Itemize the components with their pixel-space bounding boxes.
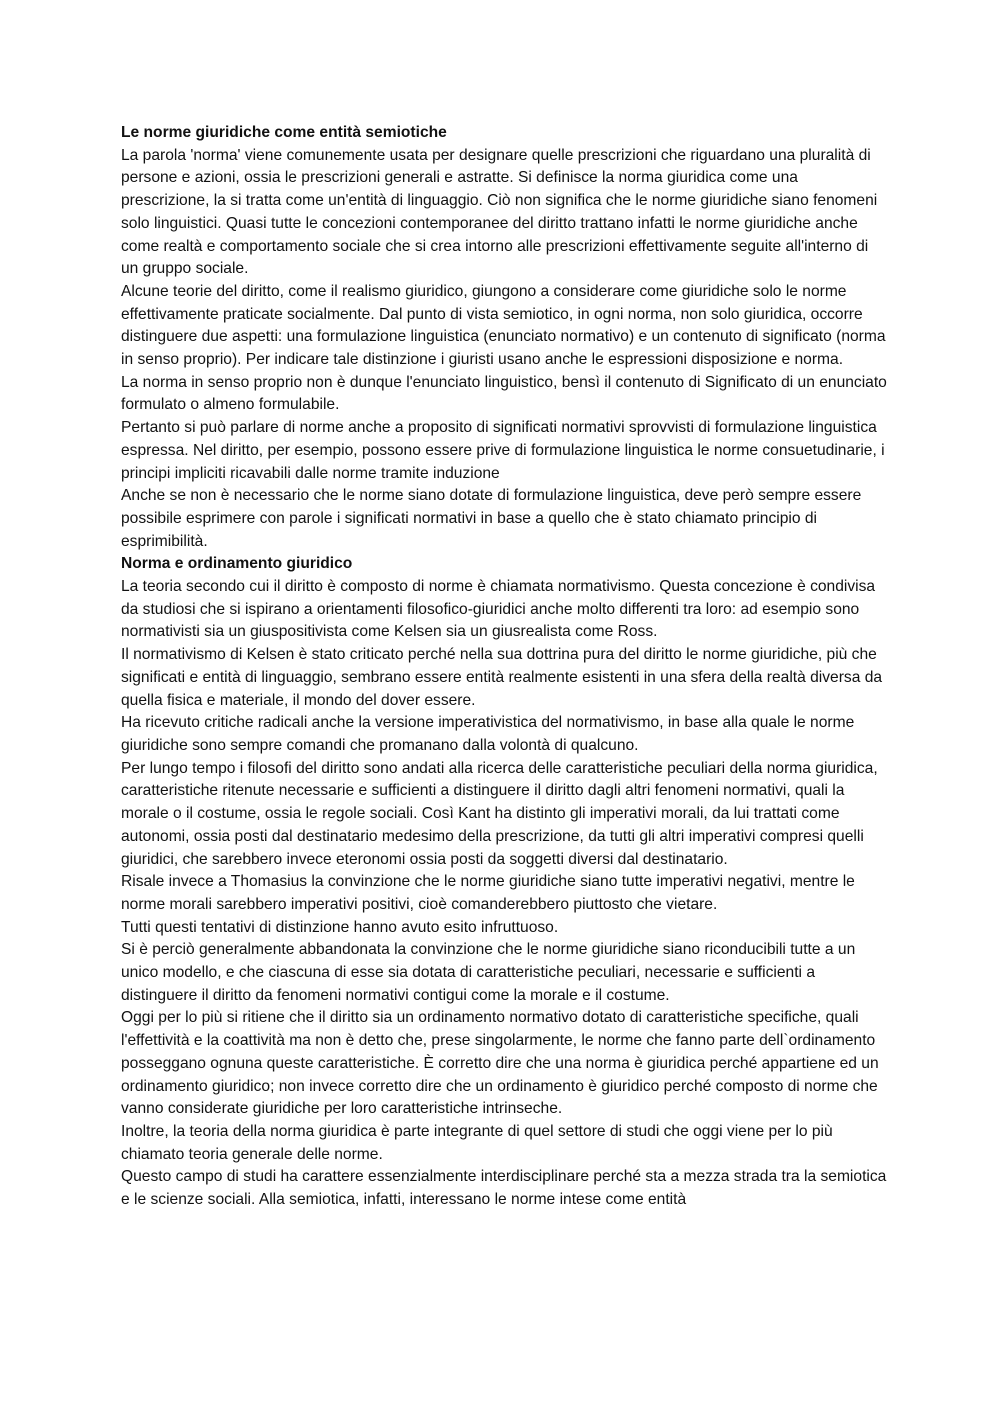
paragraph: Il normativismo di Kelsen è stato criticato perché nella sua dottrina pura del diritto le norme giuridiche, più che significati e entità di linguaggio, sembrano essere entità realmente esistenti in una sfera della realtà diversa da quella fisica e materiale, il mondo del dover essere. <box>121 646 883 709</box>
section-heading: Norma e ordinamento giuridico <box>121 555 353 573</box>
paragraph: Ha ricevuto critiche radicali anche la versione imperativistica del normativismo, in base alla quale le norme giuridiche sono sempre comandi che promanano dalla volontà di qualcuno. <box>121 714 855 754</box>
paragraph: Oggi per lo più si ritiene che il diritto sia un ordinamento normativo dotato di caratteristiche specifiche, quali l'effettività e la coattività ma non è detto che, prese singolarmente, le norme che fanno parte dell`ordinamento posseggano ognuna queste caratteristiche. È corretto dire che una norma è giuridica perché appartiene ed un ordinamento giuridico; non invece corretto dire che un ordinamento è giuridico perché composto di norme che vanno considerate giuridiche per loro caratteristiche intrinseche. <box>121 1009 879 1118</box>
section-heading: Le norme giuridiche come entità semiotiche <box>121 124 447 141</box>
document-page <box>121 122 887 1212</box>
paragraph: Pertanto si può parlare di norme anche a proposito di significati normativi sprovvisti di formulazione linguistica espressa. Nel diritto, per esempio, possono essere prive di formulazione linguistica le norme consuetudinarie, i principi impliciti ricavabili dalle norme tramite induzione <box>121 419 885 482</box>
paragraph: Anche se non è necessario che le norme siano dotate di formulazione linguistica, deve però sempre essere possibile esprimere con parole i significati normativi in base a quello che è stato chiamato principio di esprimibilità. <box>121 487 862 550</box>
paragraph: Si è perciò generalmente abbandonata la convinzione che le norme giuridiche siano riconducibili tutte a un unico modello, e che ciascuna di esse sia dotata di caratteristiche peculiari, necessarie e sufficienti a distinguere il diritto da fenomeni normativi contigui come la morale e il costume. <box>121 941 856 1004</box>
paragraph: Questo campo di studi ha carattere essenzialmente interdisciplinare perché sta a mezza strada tra la semiotica e le scienze sociali. Alla semiotica, infatti, interessano le norme intese come entità <box>121 1168 887 1209</box>
paragraph: Inoltre, la teoria della norma giuridica è parte integrante di quel settore di studi che oggi viene per lo più chiamato teoria generale delle norme. <box>121 1122 833 1163</box>
paragraph: La teoria secondo cui il diritto è composto di norme è chiamata normativismo. Questa concezione è condivisa da studiosi che si ispirano a orientamenti filosofico-giuridici anche molto differenti tra loro: ad esempio sono normativisti sia un giuspositivista come Kelsen sia un giusrealista come Ross. <box>121 578 876 641</box>
paragraph: Risale invece a Thomasius la convinzione che le norme giuridiche siano tutte imperativi negativi, mentre le norme morali sarebbero imperativi positivi, cioè comanderebbero piuttosto che vietare. <box>121 873 855 913</box>
paragraph: Tutti questi tentativi di distinzione hanno avuto esito infruttuoso. <box>121 918 559 936</box>
paragraph: Per lungo tempo i filosofi del diritto sono andati alla ricerca delle caratteristiche peculiari della norma giuridica, caratteristiche ritenute necessarie e sufficienti a distinguere il diritto dagli altri fenomeni normativi, quali la morale o il costume, ossia le regole sociali. Così Kant ha distinto gli imperativi morali, da lui trattati come autonomi, ossia posti dal destinatario medesimo della prescrizione, da tutti gli altri imperativi compresi quelli giuridici, che sarebbero invece eteronomi ossia posti da soggetti diversi dal destinatario. <box>121 759 878 868</box>
paragraph: Alcune teorie del diritto, come il realismo giuridico, giungono a considerare come giuridiche solo le norme effettivamente praticate socialmente. Dal punto di vista semiotico, in ogni norma, non solo giuridica, occorre distinguere due aspetti: una formulazione linguistica (enunciato normativo) e un contenuto di significato (norma in senso proprio). Per indicare tale distinzione i giuristi usano anche le espressioni disposizione e norma. <box>121 282 886 369</box>
paragraph: La norma in senso proprio non è dunque l'enunciato linguistico, bensì il contenuto di Significato di un enunciato formulato o almeno formulabile. <box>121 373 887 414</box>
paragraph: La parola 'norma' viene comunemente usata per designare quelle prescrizioni che riguardano una pluralità di persone e azioni, ossia le prescrizioni generali e astratte. Si definisce la norma giuridica come una prescrizione, la si tratta come un'entità di linguaggio. Ciò non significa che le norme giuridiche siano fenomeni solo linguistici. Quasi tutte le concezioni contemporanee del diritto trattano infatti le norme giuridiche anche come realtà e comportamento sociale che si crea intorno alle prescrizioni effettivamente seguite all'interno di un gruppo sociale. <box>121 146 878 278</box>
